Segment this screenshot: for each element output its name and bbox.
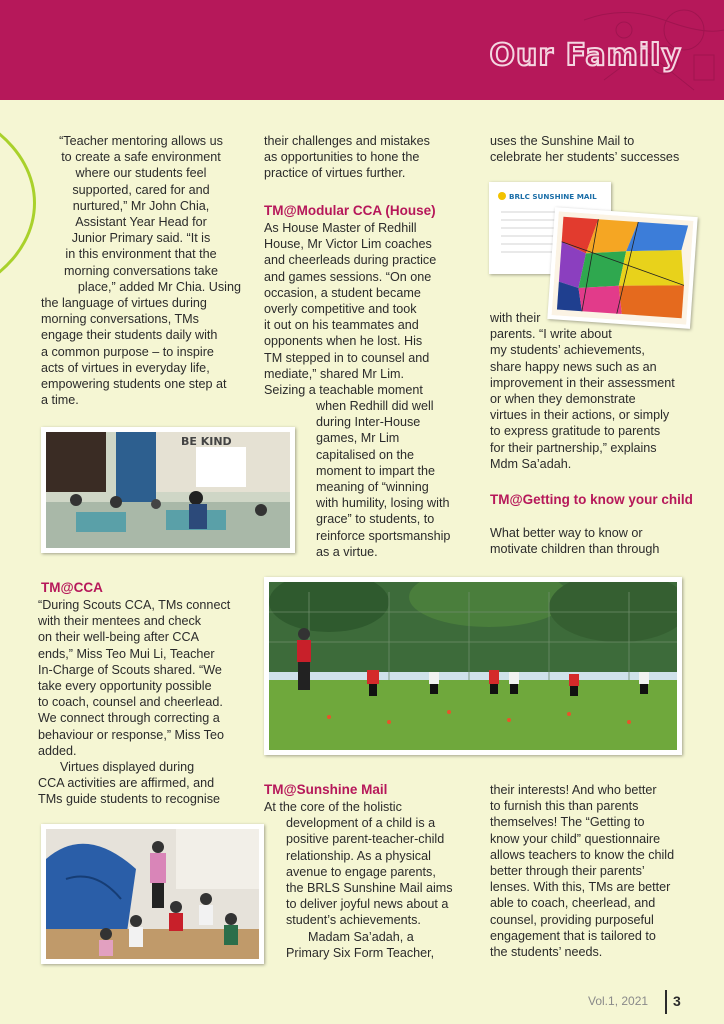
text-line: grace” to students, to [316,512,435,527]
volume-label: Vol.1, 2021 [588,994,649,1008]
footer-divider [665,990,667,1014]
text-line: “Teacher mentoring allows us [59,134,223,148]
decorative-arc [0,100,36,306]
text-line: virtues in their actions, or simply [490,408,670,423]
text-line: parents. “I write about [490,327,612,342]
text-line: a time. [41,393,79,408]
text-line: development of a child is a [286,816,436,831]
text-line: morning conversations take [63,263,218,278]
text-line: moment to impart the [316,463,435,478]
text-line: the BRLS Sunshine Mail aims [286,881,453,896]
text-line: meaning of “winning [316,480,429,495]
text-line: when Redhill did well [316,399,434,413]
text-line: to coach, counsel and cheerlead. [38,695,223,710]
text-line: with their [490,311,541,325]
section-heading: TM@Getting to know your child [490,492,693,507]
text-line: TMs guide students to recognise [38,792,221,807]
text-line: with humility, losing with [316,496,450,511]
text-line: their challenges and mistakes [264,134,430,148]
text-line: or when they demonstrate [490,392,636,407]
text-line: We connect through correcting a [38,711,220,726]
section-heading: TM@CCA [41,580,103,595]
col2-indented [316,398,476,560]
col1-text [41,133,241,408]
text-line: nurtured,” Mr John Chia, [72,198,210,213]
text-line: In-Charge of Scouts shared. “We [38,662,222,677]
text-line: TM stepped in to counsel and [264,350,430,365]
text-line: positive parent-teacher-child [286,832,445,847]
text-line: Primary Six Form Teacher, [286,945,435,960]
scouts-photo [41,824,264,964]
text-line: Assistant Year Head for [75,215,207,230]
page-number: 3 [673,993,681,1009]
text-line: the students’ needs. [490,945,603,960]
text-line: relationship. As a physical [286,848,431,863]
text-line: and cheerleads during practice [264,253,437,268]
text-line: for their partnership,” explains [490,440,657,455]
text-line: added. [38,743,77,758]
text-line: know your child” questionnaire [490,831,661,846]
section-heading: TM@Modular CCA (House) [264,203,436,218]
cca-text [38,597,258,808]
text-line: Madam Sa’adah, a [308,929,414,944]
text-line: “During Scouts CCA, TMs connect [38,598,231,612]
text-line: to furnish this than parents [490,799,639,814]
text-line: themselves! The “Getting to [490,815,645,830]
text-line: At the core of the holistic [264,800,402,814]
text-line: a common purpose – to inspire [41,344,214,359]
sunshine-text [264,799,474,961]
text-line: my students’ achievements, [490,343,645,358]
col3-body [490,310,700,472]
col2-body [264,220,474,398]
text-line: and games sessions. “On one [264,269,432,284]
text-line: As House Master of Redhill [264,221,417,235]
text-line: House, Mr Victor Lim coaches [264,237,432,252]
text-line: opponents when he lost. His [264,334,423,349]
text-line: engagement that is tailored to [490,928,656,943]
text-line: empowering students one step at [41,377,227,392]
section-heading: TM@Sunshine Mail [264,782,388,797]
text-line: Virtues displayed during [60,760,195,775]
text-line: in this environment that the [65,247,217,262]
text-line: to deliver joyful news about a [286,897,449,912]
page-title: Our Family [489,38,682,73]
text-line: take every opportunity possible [38,679,212,694]
text-line: practice of virtues further. [264,166,406,181]
text-line: motivate children than through [490,542,660,557]
text-line: counsel, providing purposeful [490,912,654,927]
text-line: capitalised on the [316,447,415,462]
mail-card-title: BRLC SUNSHINE MAIL [509,192,597,201]
text-line: acts of virtues in everyday life, [41,360,210,375]
text-line: able to coach, cheerlead, and [490,896,656,911]
text-line: occasion, a student became [264,285,421,300]
text-line: to express gratitude to parents [490,424,661,439]
text-line: reinforce sportsmanship [316,528,451,543]
text-line: CCA activities are affirmed, and [38,776,215,791]
text-line: games, Mr Lim [316,431,400,446]
text-line: place,” added Mr Chia. Using [77,279,241,294]
text-line: improvement in their assessment [490,375,675,390]
text-line: morning conversations, TMs [41,312,199,327]
text-line: celebrate her students’ successes [490,150,680,165]
text-line: share happy news such as an [490,359,657,374]
col3-tail [490,525,700,557]
text-line: allows teachers to know the child [490,847,675,862]
text-line: engage their students daily with [41,328,218,343]
text-line: better through their parents’ [490,864,645,879]
text-line: as a virtue. [316,544,378,559]
text-line: their interests! And who better [490,783,657,797]
classroom-photo [41,427,295,553]
text-line: where our students feel [75,166,207,181]
text-line: ends,” Miss Teo Mui Li, Teacher [38,646,215,661]
text-line: lenses. With this, TMs are better [490,880,671,895]
text-line: on their well-being after CCA [38,630,199,645]
col3-intro [490,133,700,165]
be-kind-sign: BE KIND [181,435,232,448]
text-line: during Inter-House [316,415,421,430]
field-photo [264,577,682,755]
text-line: to create a safe environment [61,150,221,165]
text-line: Seizing a teachable moment [264,383,423,398]
header-banner [0,0,724,100]
text-line: mediate,” shared Mr Lim. [264,366,404,381]
text-line: as opportunities to hone the [264,150,420,165]
text-line: with their mentees and check [38,614,202,629]
text-line: supported, cared for and [72,182,210,197]
col2-intro [264,133,474,182]
text-line: it out on his teammates and [264,318,419,333]
text-line: overly competitive and took [264,302,417,317]
text-line: the language of virtues during [41,296,207,311]
getting-text [490,782,702,960]
text-line: What better way to know or [490,526,643,540]
text-line: behaviour or response,” Miss Teo [38,727,224,742]
text-line: student’s achievements. [286,913,421,928]
text-line: Mdm Sa’adah. [490,456,572,471]
text-line: Junior Primary said. “It is [71,231,211,246]
text-line: uses the Sunshine Mail to [490,134,635,148]
text-line: avenue to engage parents, [286,864,436,879]
